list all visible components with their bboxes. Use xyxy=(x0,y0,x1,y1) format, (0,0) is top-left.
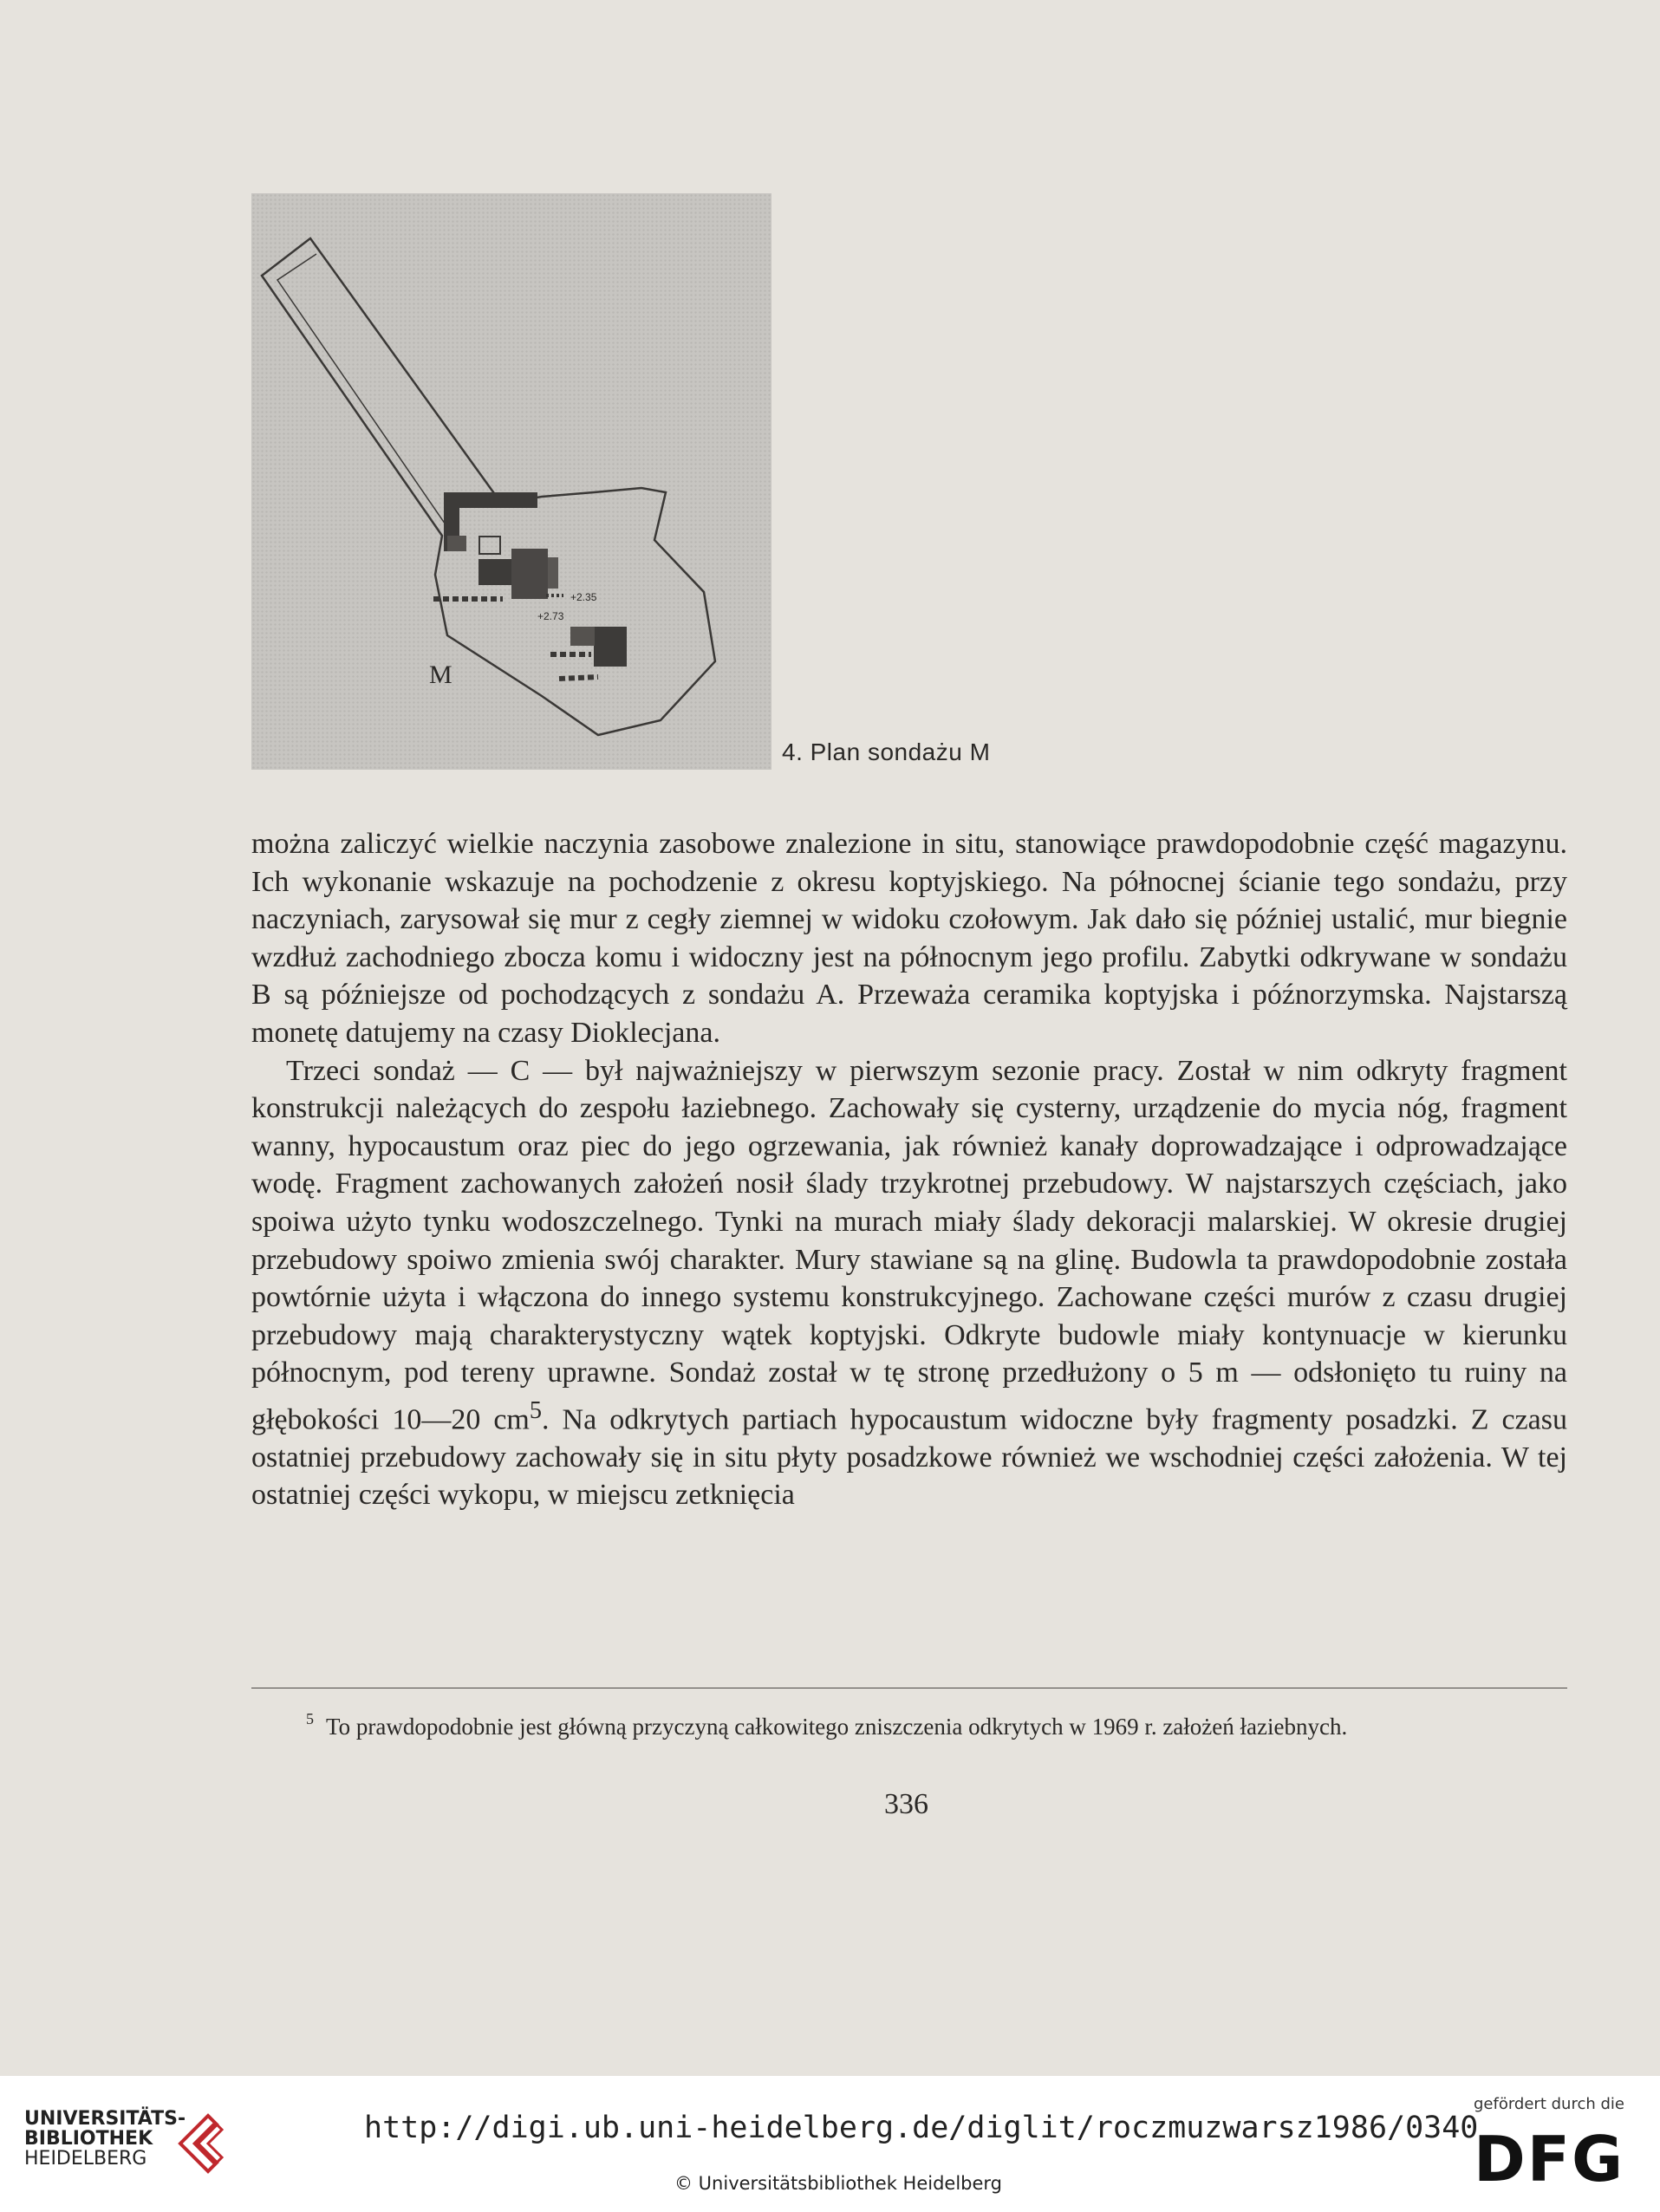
body-text xyxy=(251,825,1567,1514)
library-logo[interactable] xyxy=(24,2109,250,2196)
dfg-logo[interactable] xyxy=(1474,2095,1638,2199)
paragraph-text: Trzeci sondaż — C — był najważniejszy w pierwszym sezonie pracy. Został w nim odkryty fragment konstrukcji należących do zespołu łaziebnego. Zachowały się cysterny, urządzenie do mycia nóg, fragment wanny, hypocaustum oraz piec do jego ogrzewania, jak również kanały doprowadzające i odprowadzające wodę. Fragment zachowanych założeń nosił ślady trzykrotnej przebudowy. W najstarszych częściach, jako spoiwa użyto tynku wodoszczelnego. Tynki na murach miały ślady dekoracji malarskiej. W okresie drugiej przebudowy spoiwo zmienia swój charakter. Mury stawiane są na glinę. Budowla ta prawdopodobnie została powtórnie użyta i włączona do innego systemu konstrukcyjnego. Zachowane części murów z czasu drugiej przebudowy mają charakterystyczny wątek koptyjski. Odkryte budowle miały kontynuacje w kierunku północnym, pod tereny uprawne. Sondaż został w tę stronę przedłużony o 5 m — odsłonięto tu ruiny na głębokości 10—20 cm xyxy=(251,1054,1567,1436)
south-block xyxy=(594,627,627,667)
small-structure xyxy=(479,537,500,554)
paragraph xyxy=(251,1052,1567,1514)
trench-outline xyxy=(262,238,715,735)
figure-caption: 4. Plan sondażu M xyxy=(782,738,991,765)
elevation-label: +2.73 xyxy=(537,610,564,622)
site-plan-drawing xyxy=(251,193,771,770)
digitization-footer xyxy=(0,2076,1660,2212)
wall-line-3 xyxy=(559,677,598,679)
library-name-line: UNIVERSITÄTS- xyxy=(24,2108,186,2130)
footnote-text: To prawdopodobnie jest główną przyczyną całkowitego zniszczenia odkrytych w 1969 r. założeń łaziebnych. xyxy=(326,1714,1348,1740)
map-letter: M xyxy=(429,660,452,689)
page-number: 336 xyxy=(884,1788,928,1820)
footnote xyxy=(306,1712,1572,1740)
dfg-mark: DFG xyxy=(1474,2123,1625,2196)
elevation-label: +2.35 xyxy=(570,591,597,603)
central-block-east xyxy=(511,549,548,599)
footnote-number: 5 xyxy=(306,1710,314,1727)
permalink-url[interactable]: http://digi.ub.uni-heidelberg.de/diglit/roczmuzwarsz1986/0340 xyxy=(364,2111,1479,2145)
library-emblem-icon xyxy=(170,2109,239,2178)
paragraph: można zaliczyć wielkie naczynia zasobowe znalezione in situ, stanowiące prawdopodobnie część magazynu. Ich wykonanie wskazuje na pochodzenie z okresu koptyjskiego. Na północnej ścianie tego sondażu, przy naczyniach, zarysował się mur z cegły ziemnej w widoku czołowym. Jak dało się później ustalić, mur biegnie wzdłuż zachodniego zbocza komu i widoczny jest na północnym jego profilu. Zabytki odkrywane w sondażu B są późniejsze od pochodzących z sondażu A. Przeważa ceramika koptyjska i późnorzymska. Najstarszą monetę datujemy na czasy Dioklecjana. xyxy=(251,828,1567,1049)
footnote-reference[interactable]: 5 xyxy=(529,1396,543,1424)
site-plan-figure xyxy=(251,193,771,770)
funder-label: gefördert durch die xyxy=(1474,2095,1624,2113)
paragraph-text: . Na odkrytych partiach hypocaustum widoczne były fragmenty posadzki. Z czasu ostatniej przebudowy zachowały się in situ płyty posadzkowe również we wschodniej części założenia. W tej ostatniej części wykopu, w miejscu zetknięcia xyxy=(251,1403,1568,1512)
library-name-line: BIBLIOTHEK xyxy=(24,2128,153,2150)
library-name-line: HEIDELBERG xyxy=(24,2148,147,2170)
copyright-notice: © Universitätsbibliothek Heidelberg xyxy=(674,2173,1003,2194)
